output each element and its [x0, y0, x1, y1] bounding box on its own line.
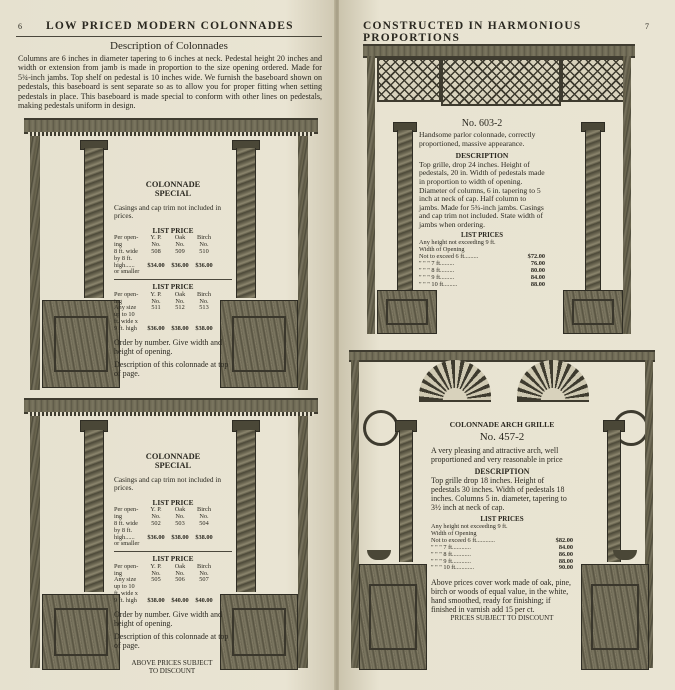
item-457-price-list	[431, 538, 573, 573]
column-right	[236, 148, 256, 298]
page-number-right: 7	[645, 22, 649, 31]
panel-title-line1: COLONNADE	[145, 180, 201, 189]
price-width-label: " " " 9 ft............	[431, 557, 471, 565]
item-457-number: No. 457-2	[479, 431, 525, 443]
right-jamb-bottom	[298, 416, 308, 668]
item-457-description: Top grille drop 18 inches. Height of pedestals 30 inches. Width of pedestals 18 inches. Columns 5 in. diameter, tapering to 3½ inch at neck of cap.	[431, 476, 567, 512]
fan-ornament-right	[517, 360, 589, 402]
left-jamb	[30, 136, 40, 390]
price-value: 76.00	[530, 259, 545, 267]
item-603-description: Top grille, drop 24 inches. Height of pedestals, 20 in. Width of pedestals made in proportion to width of opening. Diameter of columns, 6 in. tapering to 5 inch at neck of cap. Half column to jambs. Made for 5¾-inch jambs. Casings and cap trim not included. State width of jambs when ordering.	[419, 159, 545, 229]
price-value: $82.00	[555, 536, 573, 544]
price-width-label: " " " 8 ft.........	[419, 266, 455, 274]
price-value: 88.00	[558, 557, 573, 565]
discount-notice-left: ABOVE PRICES SUBJECT TO DISCOUNT	[131, 659, 213, 675]
price-table-2: Per open- Y. P. Oak Birch ing No. No. No. Any size 511 512 513 up to 10 ft. wide x 9 ft. high $36.00 $38.00 $38.00	[114, 290, 213, 333]
column-left-bottom	[84, 430, 104, 592]
price-panel-top	[114, 180, 232, 378]
running-head-left: LOW PRICED MODERN COLONNADES	[46, 20, 294, 32]
fan-ornament-left	[419, 360, 491, 402]
item-457-finish-note: Above prices cover work made of oak, pine, birch or woods of equal value, in the white, hand smoothed, ready for finishing; if finished in varnish add 15 per ct.	[431, 578, 572, 615]
page-number-left: 6	[18, 22, 22, 31]
price-width-label: " " " 9 ft.........	[419, 273, 455, 281]
item-457-panel: COLONNADE ARCH GRILLE No. 457-2 A very pleasing and attractive arch, well proportioned and very reasonable in price DESCRIPTION Top grille drop 18 inches. Height of pedestals 30 inches. Width of pedestals 18 inches. Columns 5 in. diameter, tapering to 3½ inch at neck of cap. LIST PRICES Any height not exceeding 9 ft. Width of Opening Not to exceed 6 ft............ $82.00 " " " 7 ft............ 84.00 " " " 8 ft............ 86.00 " " " 9 ft............ 88.00 " " " 10 ft............ 90.00 Above prices cover work made of oak, pine, birch or woods of equal value, in the white, hand smoothed, ready for finishing; if finished in varnish add 15 per ct. PRICES SUBJECT TO DISCOUNT	[431, 420, 573, 623]
price-table-4: Per open- Y. P. Oak Birch ing No. No. No. Any size 505 506 507 up to 10 ft. wide x 9 ft. high $38.00 $40.00 $40.00	[114, 562, 213, 605]
price-width-label: " " " 7 ft.........	[419, 259, 455, 267]
price-width-label: Not to exceed 6 ft.........	[419, 252, 479, 260]
discount-notice-right: PRICES SUBJECT TO DISCOUNT	[450, 614, 554, 623]
head-rule-left	[16, 36, 322, 37]
price-value: 80.00	[530, 266, 545, 274]
intro-paragraph: Columns are 6 inches in diameter tapering to 6 inches at neck. Pedestal height 20 inches and width or extension from jamb is made in proportion to the size opening ordered. Made for 5¾-inch jambs. Top shelf on pedestal is 10 inches wide. We furnish the baseboard shown on pedestals, this baseboard is sent separate so as to allow you for proper fitting when setting pedestals in place. This baseboard is made special to conform with other lines on pedestals, making pedestals uniform in design.	[18, 54, 322, 111]
price-value: $72.00	[527, 252, 545, 260]
list-price-heading: LIST PRICE	[152, 225, 194, 235]
item-457-summary: A very pleasing and attractive arch, well proportioned and very reasonable in price	[431, 446, 563, 464]
column-457-left	[399, 430, 413, 562]
price-value: 84.00	[530, 273, 545, 281]
price-width-label: Not to exceed 6 ft............	[431, 536, 496, 544]
column-457-right	[607, 430, 621, 562]
item-603-price-list	[419, 254, 545, 289]
section-title: Description of Colonnades	[110, 40, 228, 52]
right-jamb	[298, 136, 308, 390]
lattice-grille-right	[561, 58, 625, 102]
scroll-ornament-left	[363, 410, 399, 446]
lattice-grille-center	[441, 58, 561, 106]
order-instructions: Order by number. Give width and height of opening.	[114, 338, 222, 357]
left-page	[0, 0, 336, 690]
lattice-grille-left	[377, 58, 441, 102]
price-value: 86.00	[558, 550, 573, 558]
pedestal-left-bottom	[42, 594, 120, 670]
right-page	[339, 0, 675, 690]
column-left	[84, 148, 104, 298]
pedestal-left	[42, 300, 120, 388]
urn-left	[367, 550, 391, 560]
list-price-heading-2: LIST PRICE	[152, 282, 194, 292]
left-jamb-bottom	[30, 416, 40, 668]
price-width-label: " " " 7 ft............	[431, 543, 471, 551]
column-603-left	[397, 130, 413, 290]
price-value: 88.00	[530, 280, 545, 288]
running-head-right: CONSTRUCTED IN HARMONIOUS PROPORTIONS	[363, 20, 582, 44]
price-value: 90.00	[558, 564, 573, 572]
price-row	[431, 565, 573, 572]
price-width-label: " " " 10 ft.........	[419, 280, 458, 288]
column-603-right	[585, 130, 601, 290]
price-width-label: " " " 10 ft............	[431, 564, 475, 572]
dentil-molding	[28, 132, 314, 136]
price-table-3: Per open- Y. P. Oak Birch ing No. No. No. 8 ft. wide 502 503 504 by 8 ft. high...... $36.00 $38.00 $38.00 or smaller	[114, 505, 213, 548]
column-right-bottom	[236, 430, 256, 592]
price-width-label: " " " 8 ft............	[431, 550, 471, 558]
price-row	[419, 282, 545, 289]
item-603-number: No. 603-2	[461, 118, 503, 129]
item-603-panel: No. 603-2 Handsome parlor colonnade, correctly proportioned, massive appearance. DESCRIPTION Top grille, drop 24 inches. Height of pedestals, 20 in. Width of pedestals made in proportion to width of opening. Diameter of columns, 6 in. tapering to 5 inch at neck of cap. Half column to jambs. Made for 5¾-inch jambs. Casings and cap trim not included. State width of jambs when ordering. LIST PRICES Any height not exceeding 9 ft. Width of Opening Not to exceed 6 ft......... $72.00 " " " 7 ft......... 76.00 " " " 8 ft......... 80.00 " " " 9 ft......... 84.00 " " " 10 ft......... 88.00	[419, 118, 545, 288]
price-table-1: Per open- Y. P. Oak Birch ing No. No. No. 8 ft. wide 508 509 510 by 8 ft. high...... $34.00 $36.00 $36.00 or smaller	[114, 233, 213, 276]
item-457-caption: COLONNADE ARCH GRILLE	[449, 420, 555, 429]
price-panel-bottom: COLONNADE SPECIAL Casings and cap trim not included in prices. LIST PRICE Per open- Y. P. Oak Birch ing No. No. No. 8 ft. wide 502 503 504 by 8 ft. high...... $36.00 $38.00 $38.00 or smaller LIST PRICE Per open- Y. P. Oak Birch ing No. No. No. Any size 505 506 507 up to 10 ft. wide x 9 ft. high $38.00 $40.00 $40.00 Order by number. Give width and height of opening. Description of this colonnade at top of page.	[114, 452, 232, 650]
panel-note: Casings and cap trim not included in prices.	[114, 203, 222, 221]
description-reference: Description of this colonnade at top of page.	[114, 360, 229, 379]
panel-title-line2: SPECIAL	[154, 189, 192, 198]
item-603-summary: Handsome parlor colonnade, correctly proportioned, massive appearance.	[419, 130, 536, 148]
price-value: 84.00	[558, 543, 573, 551]
